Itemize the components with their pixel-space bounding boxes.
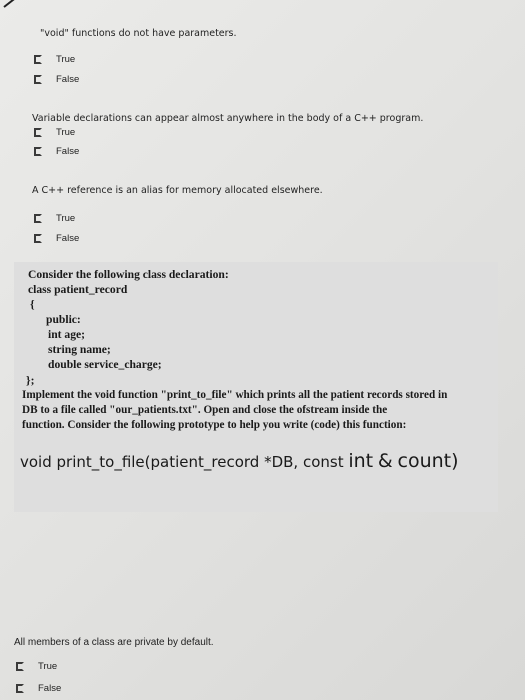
question-2-text: Variable declarations can appear almost anywhere in the body of a C++ program. bbox=[32, 113, 424, 124]
question-3-text: A C++ reference is an alias for memory allocated elsewhere. bbox=[32, 185, 323, 196]
question-1-text: "void" functions do not have parameters. bbox=[40, 28, 237, 39]
prototype-int: int bbox=[348, 450, 374, 472]
q1-option-false[interactable] bbox=[34, 74, 79, 85]
block-line-11: function. Consider the following prototype to help you write (code) this function: bbox=[22, 419, 407, 431]
q4-option-false-label: False bbox=[38, 683, 62, 694]
q3-option-false-label: False bbox=[56, 233, 80, 244]
q1-option-false-label: False bbox=[56, 74, 80, 85]
radio-icon[interactable] bbox=[34, 75, 42, 84]
q2-option-true[interactable] bbox=[34, 127, 75, 138]
q3-option-false[interactable] bbox=[34, 233, 79, 244]
radio-icon[interactable] bbox=[34, 234, 42, 243]
q1-option-true[interactable] bbox=[34, 54, 75, 65]
q3-option-true-label: True bbox=[56, 213, 76, 224]
block-line-9: Implement the void function "print_to_file" which prints all the patient records stored in bbox=[22, 389, 448, 401]
block-line-10: DB to a file called "our_patients.txt". Open and close the ofstream inside the bbox=[22, 404, 388, 416]
block-line-2: class patient_record bbox=[28, 283, 128, 296]
radio-icon[interactable] bbox=[34, 147, 42, 156]
q1-option-true-label: True bbox=[56, 54, 76, 65]
q2-option-true-label: True bbox=[56, 127, 76, 138]
radio-icon[interactable] bbox=[16, 684, 24, 693]
q4-option-true[interactable] bbox=[16, 661, 57, 672]
function-prototype bbox=[20, 450, 459, 472]
q4-option-false[interactable] bbox=[16, 683, 61, 694]
block-line-3: { bbox=[30, 298, 35, 311]
pen-mark bbox=[3, 0, 31, 8]
block-line-1: Consider the following class declaration: bbox=[28, 268, 229, 281]
radio-icon[interactable] bbox=[34, 128, 42, 137]
q3-option-true[interactable] bbox=[34, 213, 75, 224]
prototype-amp: & bbox=[377, 450, 393, 472]
radio-icon[interactable] bbox=[34, 55, 42, 64]
radio-icon[interactable] bbox=[16, 662, 24, 671]
block-line-7: double service_charge; bbox=[48, 358, 162, 371]
prototype-start: void print_to_file(patient_record *DB, const bbox=[20, 453, 344, 471]
radio-icon[interactable] bbox=[34, 214, 42, 223]
block-line-5: int age; bbox=[48, 328, 86, 341]
q4-option-true-label: True bbox=[38, 661, 58, 672]
q2-option-false-label: False bbox=[56, 146, 80, 157]
prototype-end: count) bbox=[397, 450, 459, 472]
block-line-4: public: bbox=[46, 313, 81, 326]
question-4-text: All members of a class are private by default. bbox=[14, 637, 214, 648]
q2-option-false[interactable] bbox=[34, 146, 79, 157]
block-line-6: string name; bbox=[48, 343, 111, 356]
block-line-8: }; bbox=[26, 374, 35, 387]
code-question-block bbox=[14, 262, 498, 512]
